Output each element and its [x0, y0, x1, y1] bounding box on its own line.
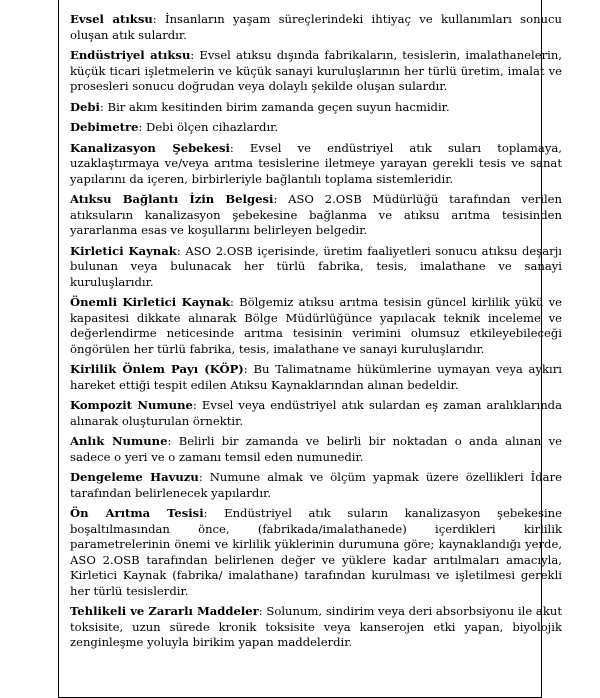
definition-text: : Belirli bir zamanda ve belirli bir noktadan o anda alınan ve sadece o yeri ve o zamanı temsil eden numunedir. — [70, 434, 562, 464]
definition-item — [70, 100, 562, 116]
definition-text: : Evsel veya endüstriyel atık sulardan eş zaman aralıklarında alınarak oluşturulan örnektir. — [70, 398, 562, 428]
definition-text: : Debi ölçen cihazlardır. — [138, 120, 279, 134]
definition-term: Tehlikeli ve Zararlı Maddeler — [70, 604, 259, 618]
definition-item — [70, 506, 562, 599]
definition-item — [70, 244, 562, 291]
definition-text: : ASO 2.OSB Müdürlüğü tarafından verilen atıksuların kanalizasyon şebekesine bağlanma ve atıksu arıtma tesisinden yararlanma esas ve koşullarını belirleyen belgedir. — [70, 192, 562, 237]
definition-term: Kirlilik Önlem Payı (KÖP) — [70, 362, 244, 376]
definition-term: Kirletici Kaynak — [70, 243, 177, 258]
definition-item — [70, 12, 562, 43]
definition-item — [70, 141, 562, 188]
definition-text: : Evsel ve endüstriyel atık suları toplamaya, uzaklaştırmaya ve/veya arıtma tesislerine iletmeye yarayan gerekli tesis ve sanat yapılarını da içeren, birbirleriyle bağlantılı toplama sistemleridir. — [70, 140, 562, 186]
definition-text: : İnsanların yaşam süreçlerindeki ihtiyaç ve kullanımları sonucu oluşan atık sulardır. — [70, 12, 562, 42]
definition-item — [70, 120, 562, 136]
definition-text: : Numune almak ve ölçüm yapmak üzere özellikleri İdare tarafından belirlenecek yapılardır. — [70, 470, 562, 500]
definition-item — [70, 48, 562, 95]
definition-text: : Endüstriyel atık suların kanalizasyon şebekesine boşaltılmasından önce, (fabrikada/imalathanede) içerdikleri kirlilik parametrelerinin önemi ve kirlilik yüklerinin durumuna göre; kaynaklandığı yerde, ASO 2.OSB tarafından belirlenen değer ve yüklere kadar arıtılmaları amacıyla, Kirletici Kaynak (fabrika/ imalathane) tarafından kurulması ve işletilmesi gerekli her türlü tesislerdir. — [70, 506, 563, 598]
definition-term: Debi — [70, 99, 100, 114]
definition-item — [70, 434, 562, 465]
definition-item — [70, 295, 562, 357]
definition-item — [70, 470, 562, 501]
definition-term: Dengeleme Havuzu — [70, 470, 199, 484]
definition-term: Endüstriyel atıksu — [70, 48, 191, 62]
definition-term: Debimetre — [70, 120, 139, 134]
definition-term: Evsel atıksu — [70, 12, 153, 26]
definition-term: Önemli Kirletici Kaynak — [70, 295, 230, 309]
definition-text: : Bu Talimatname hükümlerine uymayan veya aykırı hareket ettiği tespit edilen Atıksu Kaynaklarından alınan bedeldir. — [70, 362, 562, 392]
definition-text: : Evsel atıksu dışında fabrikaların, tesislerin, imalathanelerin, küçük ticari işletmelerin ve küçük sanayi kuruluşlarının her türlü üretim, imalat ve prosesleri sonucu doğrudan veya dolaylı şekilde oluşan sulardır. — [70, 48, 562, 93]
definition-term: Atıksu Bağlantı İzin Belgesi — [70, 192, 274, 206]
definition-term: Ön Arıtma Tesisi — [70, 506, 204, 520]
definition-term: Kanalizasyon Şebekesi — [70, 140, 230, 155]
definition-text: : Bir akım kesitinden birim zamanda geçen suyun hacmidir. — [99, 99, 450, 114]
definition-item — [70, 362, 562, 393]
definition-text: : Bölgemiz atıksu arıtma tesisin güncel kirlilik yükü ve kapasitesi dikkate alınarak Bölge Müdürlüğünce yapılacak teknik inceleme ve değerlendirme neticesinde arıtma tesisinin verimini olumsuz etkileyebileceği öngörülen her türlü fabrika, tesis, imalathane ve sanayi kuruluşlarıdır. — [70, 295, 562, 356]
definition-term: Anlık Numune — [70, 434, 168, 448]
definition-text: : Solunum, sindirim veya deri absorbsiyonu ile akut toksisite, uzun sürede kronik toksisite veya kanserojen etki yapan, biyolojik zenginleşme yoluyla birikim yapan maddelerdir. — [70, 604, 562, 649]
definition-text: : ASO 2.OSB içerisinde, üretim faaliyetleri sonucu atıksu deşarjı bulunan veya bulunacak her türlü fabrika, tesis, imalathane ve sanayi kuruluşlarıdır. — [70, 243, 562, 289]
definition-item — [70, 604, 562, 651]
definitions-list — [70, 12, 562, 656]
definition-item — [70, 192, 562, 239]
definition-term: Kompozit Numune — [70, 398, 193, 412]
definition-item — [70, 398, 562, 429]
